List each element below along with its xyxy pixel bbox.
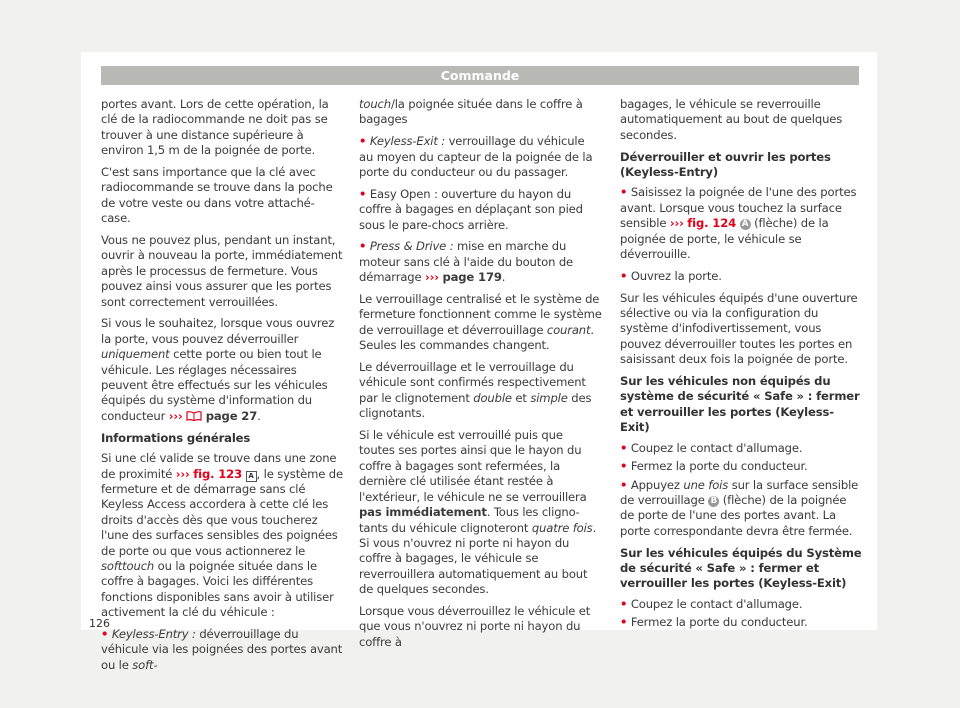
bullet-icon: • xyxy=(620,477,628,492)
callout-badge: A xyxy=(740,219,751,230)
section-heading: Sur les véhicules équipés du Système de sécurité « Safe » : fermer et verrouiller les portes (Keyless-Exit) xyxy=(620,545,862,591)
bullet-icon: • xyxy=(620,185,628,200)
book-icon xyxy=(186,411,202,421)
paragraph: Le verrouillage centralisé et le système de fermeture fonctionnent comme le système de verrouillage et déverrouillage courant. Seules les commandes changent. xyxy=(359,292,602,353)
bullet-icon: • xyxy=(101,626,109,641)
column-2 xyxy=(359,97,602,657)
paragraph: Sur les véhicules équipés d'une ouverture sélective ou via la configuration du système d'infodivertissement, vous pouvez déverrouiller toutes les portes en saisissant deux fois la poignée de porte. xyxy=(620,290,858,367)
paragraph: Si une clé valide se trouve dans une zone de proximité ››› fig. 123 A , le système de fermeture et de démarrage sans clé Keyless Access accordera à cette clé les droits d'accès dès que vous toucherez l'une des surfaces sensibles des poignées de porte ou que vous actionnerez le softtouch ou la poignée située dans le coffre à bagages. Voici les différentes fonctions disponibles sans avoir à utiliser activement la clé du véhicule : xyxy=(101,451,343,620)
page-reference-link[interactable]: page 179 xyxy=(442,270,502,285)
list-item: • Fermez la porte du conducteur. xyxy=(620,459,808,474)
page-number: 126 xyxy=(89,617,110,630)
figure-reference-link[interactable]: fig. 123 xyxy=(193,466,242,481)
paragraph: Vous ne pouvez plus, pendant un instant, ouvrir à nouveau la porte, immédiatement après le processus de fermeture. Vous pouvez ainsi vous assurer que les portes sont correctement verrouillées. xyxy=(101,233,343,309)
list-item: • Ouvrez la porte. xyxy=(620,268,722,283)
bullet-icon: • xyxy=(359,134,367,149)
bullet-icon: • xyxy=(620,268,628,283)
section-heading: Sur les véhicules non équipés du système de sécurité « Safe » : fermer et verrouiller les portes (Keyless-Exit) xyxy=(620,374,860,435)
xref-arrows: ››› xyxy=(168,408,183,423)
page-header: Commande xyxy=(101,66,859,85)
list-item-continuation: touch/la poignée située dans le coffre à bagages xyxy=(359,97,583,127)
bullet-icon: • xyxy=(620,596,628,611)
list-item: • Appuyez une fois sur la surface sensible de verrouillage B (flèche) de la poignée de porte de l'une des portes avant. La porte correspondante devra être fermée. xyxy=(620,477,859,538)
callout-badge: B xyxy=(708,496,719,507)
list-item: • Easy Open : ouverture du hayon du coffre à bagages en déplaçant son pied sous le pare-chocs arrière. xyxy=(359,186,583,232)
paragraph: Si vous le souhaitez, lorsque vous ouvrez la porte, vous pouvez déverrouiller uniquement cette porte ou bien tout le véhicule. Les réglages nécessaires peuvent être effectués sur les véhicules équipés du système d'information du conducteur ››› page 27. xyxy=(101,316,335,423)
paragraph: bagages, le véhicule se reverrouille automatiquement au bout de quelques secondes. xyxy=(620,97,843,142)
section-heading: Informations générales xyxy=(101,430,251,445)
paragraph: Lorsque vous déverrouillez le véhicule et que vous n'ouvrez ni porte ni hayon du coffre à xyxy=(359,603,591,649)
list-item: • Saisissez la poignée de l'une des portes avant. Lorsque vous touchez la surface sensible ››› fig. 124 A (flèche) de la poignée de porte, le véhicule se déverrouille. xyxy=(620,185,857,262)
page-reference-link[interactable]: page 27 xyxy=(205,408,258,423)
bullet-icon: • xyxy=(359,239,367,254)
list-item: • Fermez la porte du conducteur. xyxy=(620,615,808,630)
column-1 xyxy=(101,97,344,680)
list-item: • Keyless-Exit : verrouillage du véhicule au moyen du capteur de la poignée de la porte du conducteur ou du passager. xyxy=(359,134,593,180)
list-item: • Keyless-Entry : déverrouillage du véhicule via les poignées des portes avant ou le soft- xyxy=(101,626,343,672)
bullet-icon: • xyxy=(620,440,628,455)
paragraph: portes avant. Lors de cette opération, la clé de la radiocommande ne doit pas se trouver à une distance supérieure à environ 1,5 m de la poignée de porte. xyxy=(101,97,329,158)
list-item: • Press & Drive : mise en marche du moteur sans clé à l'aide du bouton de démarrage ››› page 179. xyxy=(359,239,574,285)
section-heading: Déverrouiller et ouvrir les portes (Keyless-Entry) xyxy=(620,149,831,180)
column-3 xyxy=(620,97,863,637)
figure-reference-link[interactable]: fig. 124 xyxy=(687,216,737,231)
paragraph: C'est sans importance que la clé avec radiocommande se trouve dans la poche de votre veste ou dans votre attaché-case. xyxy=(101,165,333,226)
bullet-icon: • xyxy=(620,459,628,474)
paragraph: Si le véhicule est verrouillé puis que toutes ses portes ainsi que le hayon du coffre à bagages sont refermées, la dernière clé utilisée étant restée à l'extérieur, le véhicule ne se verrouillera pas immédiatement. Tous les clignotants du véhicule clignoteront quatre fois. Si vous n'ouvrez ni porte ni hayon du coffre à bagages, le véhicule se reverrouillera automatiquement au bout de quelques secondes. xyxy=(359,428,597,597)
bullet-icon: • xyxy=(620,615,628,630)
list-item: • Coupez le contact d'allumage. xyxy=(620,440,803,455)
paragraph: Le déverrouillage et le verrouillage du véhicule sont confirmés respectivement par le clignotement double et simple des clignotants. xyxy=(359,360,592,421)
image-icon: A xyxy=(246,471,257,482)
list-item: • Coupez le contact d'allumage. xyxy=(620,596,803,611)
bullet-icon: • xyxy=(359,186,367,201)
